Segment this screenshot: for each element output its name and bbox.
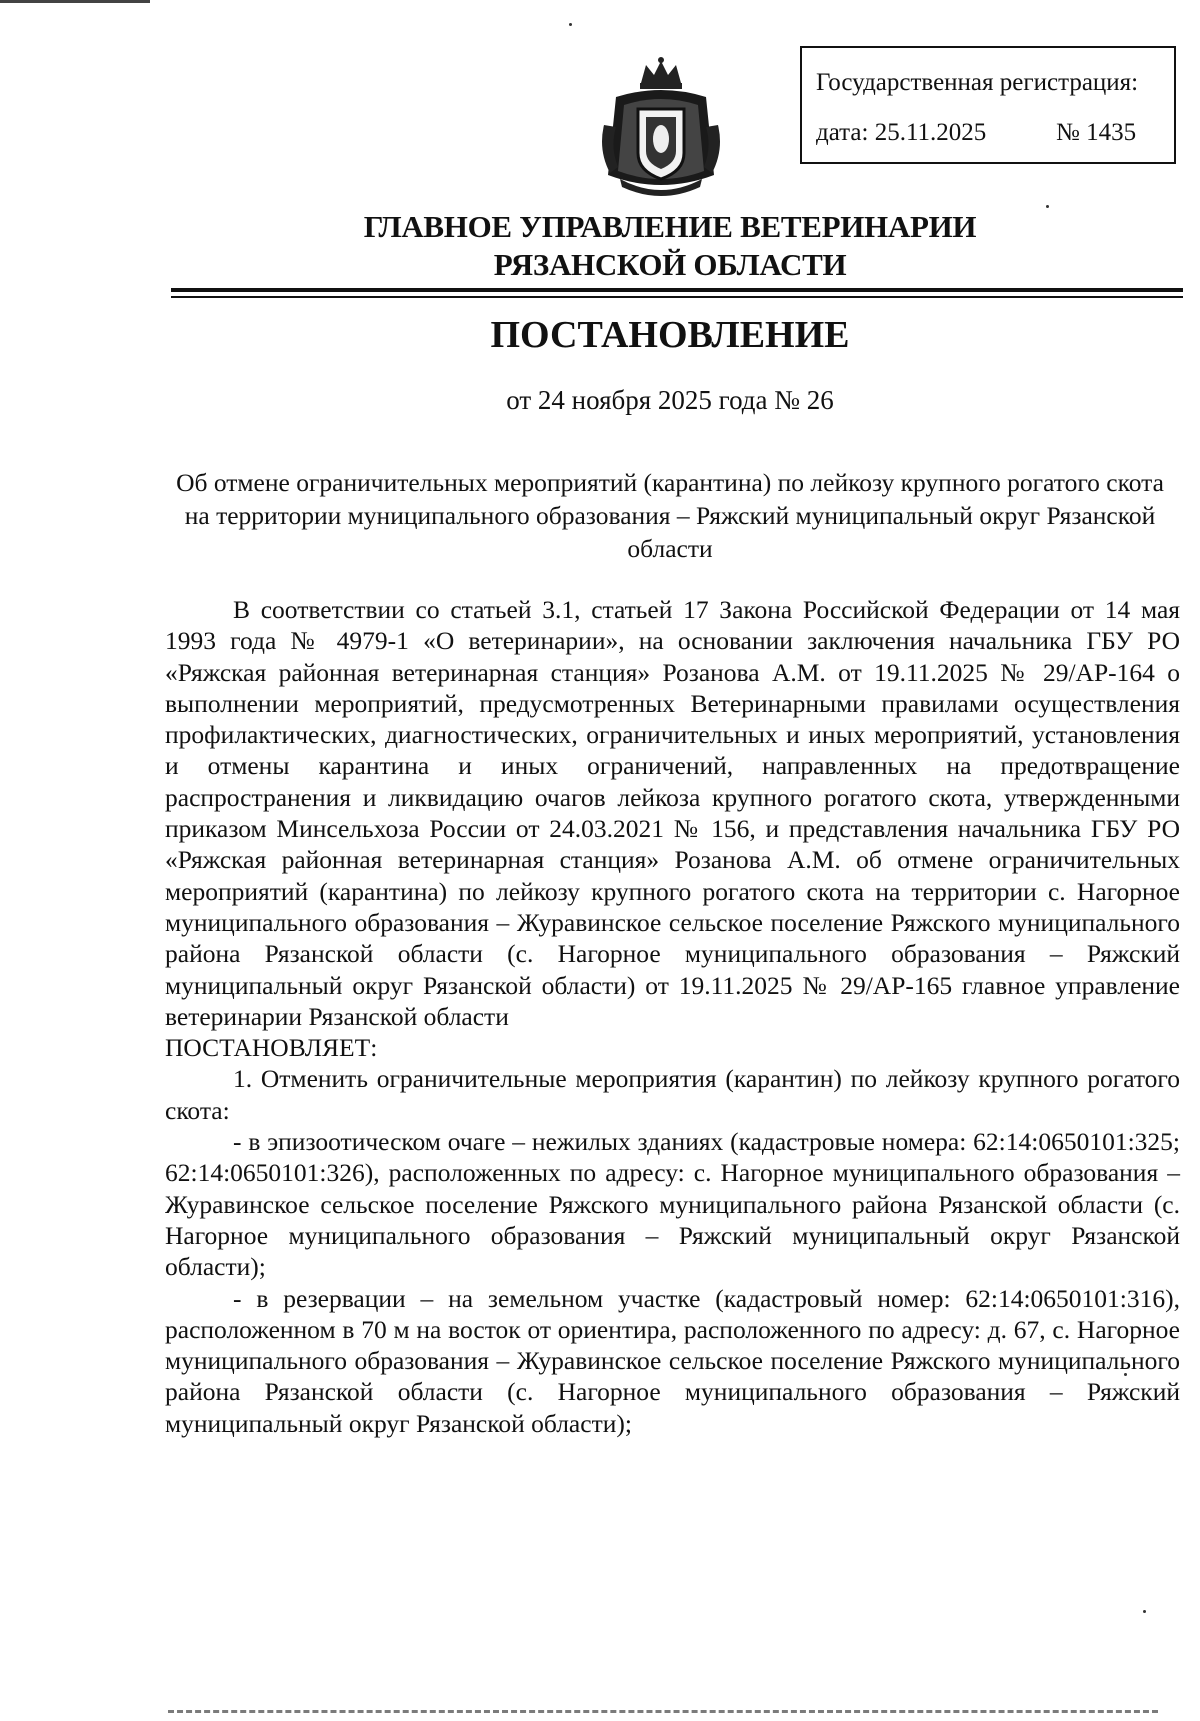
document-body: [165, 594, 1180, 1439]
scan-artifact: [1143, 1610, 1146, 1613]
item-1-subitem-b: - в резервации – на земельном участке (кадастровый номер: 62:14:0650101:316), расположенном в 70 м на восток от ориентира, расположенного по адресу: д. 67, с. Нагорное муниципального образования – Журавинское сельское поселение Ряжского муниципального района Рязанской области (с. Нагорное муниципального образования – Ряжский муниципальный округ Рязанской области);: [165, 1283, 1180, 1438]
item-1-subitem-a: - в эпизоотическом очаге – нежилых зданиях (кадастровые номера: 62:14:0650101:325; 62:14:0650101:326), расположенных по адресу: с. Нагорное муниципального образования – Журавинское сельское поселение Ряжского муниципального района Рязанской области (с. Нагорное муниципального образования – Ряжский муниципальный округ Рязанской области);: [165, 1127, 1180, 1282]
scan-artifact: [0, 0, 150, 3]
registration-number: № 1435: [1056, 119, 1137, 146]
scan-artifact-bottom: [168, 1710, 1158, 1716]
header-divider-thin: [171, 296, 1183, 298]
item-1: 1. Отменить ограничительные мероприятия (карантин) по лейкозу крупного рогатого скота:: [165, 1064, 1180, 1125]
document-subject: Об отмене ограничительных мероприятий (карантина) по лейкозу крупного рогатого скота на территории муниципального образования – Ряжский муниципальный округ Рязанской области: [176, 468, 1164, 563]
organization-name-line-2: РЯЗАНСКОЙ ОБЛАСТИ: [493, 247, 847, 282]
header-divider: [171, 288, 1183, 292]
document-type: ПОСТАНОВЛЕНИЕ: [490, 314, 850, 356]
organization-name: [0, 208, 1200, 284]
registration-date: дата: 25.11.2025: [816, 119, 987, 146]
coat-of-arms-icon: [596, 55, 726, 203]
scan-artifact: [569, 23, 572, 26]
decree-word: ПОСТАНОВЛЯЕТ:: [165, 1033, 378, 1063]
registration-stamp: [800, 46, 1176, 164]
preamble-paragraph: В соответствии со статьей 3.1, статьей 17 Закона Российской Федерации от 14 мая 1993 года № 4979-1 «О ветеринарии», на основании заключения начальника ГБУ РО «Ряжская районная ветеринарная станция» Розанова А.М. от 19.11.2025 № 29/АР-164 о выполнении мероприятий, предусмотренных Ветеринарными правилами осуществления профилактических, диагностических, ограничительных и иных мероприятий, установления и отмены карантина и иных ограничений, направленных на предотвращение распространения и ликвидацию очагов лейкоза крупного рогатого скота, утвержденными приказом Минсельхоза России от 24.03.2021 № 156, и представления начальника ГБУ РО «Ряжская районная ветеринарная станция» Розанова А.М. об отмене ограничительных мероприятий (карантина) по лейкозу крупного рогатого скота на территории с. Нагорное муниципального образования – Журавинское сельское поселение Ряжского муниципального района Рязанской области (с. Нагорное муниципального образования – Ряжский муниципальный округ Рязанской области) от 19.11.2025 № 29/АР-165 главное управление ветеринарии Рязанской области: [165, 595, 1180, 1031]
registration-title: Государственная регистрация:: [816, 69, 1139, 96]
organization-name-line-1: ГЛАВНОЕ УПРАВЛЕНИЕ ВЕТЕРИНАРИИ: [363, 209, 977, 244]
document-date-number: от 24 ноября 2025 года № 26: [506, 385, 834, 415]
